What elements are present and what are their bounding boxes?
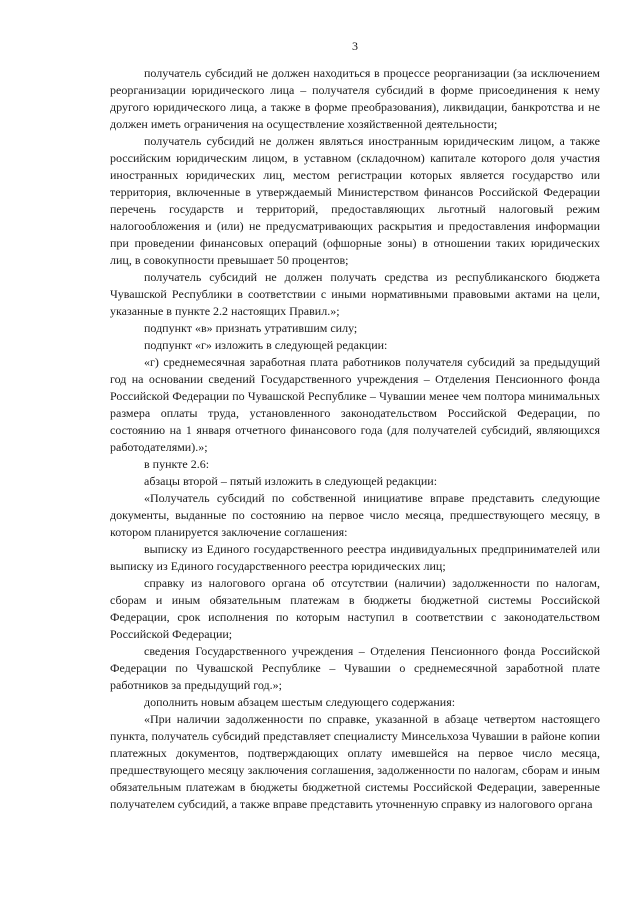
paragraph: получатель субсидий не должен получать средства из республиканского бюджета Чувашской Республики в соответствии с иными нормативными правовыми актами на цели, указанные в пункте 2.2 настоящих Правил.»;: [110, 270, 600, 318]
document-body: [110, 65, 600, 813]
paragraph: выписку из Единого государственного реестра индивидуальных предпринимателей или выписку из Единого государственного реестра юридических лиц;: [110, 542, 600, 573]
paragraph: в пункте 2.6:: [144, 457, 210, 471]
paragraph: получатель субсидий не должен находиться в процессе реорганизации (за исключением реорганизации юридического лица – получателя субсидий в форме присоединения к нему другого юридического лица, а также в форме преобразования), ликвидации, банкротства и не должен иметь ограничения на осуществление хозяйственной деятельности;: [110, 66, 600, 131]
paragraph: дополнить новым абзацем шестым следующего содержания:: [144, 695, 456, 709]
paragraph: «При наличии задолженности по справке, указанной в абзаце четвертом настоящего пункта, получатель субсидий представляет специалисту Минсельхоза Чувашии в районе копии платежных документов, подтверждающих оплату имевшейся на первое число месяца, предшествующего месяцу заключения соглашения, задолженности по налогам, сборам и иным обязательным платежам в бюджеты бюджетной системы Российской Федерации, заверенные получателем субсидий, а также вправе представить уточненную справку из налогового органа: [110, 712, 600, 811]
paragraph: абзацы второй – пятый изложить в следующей редакции:: [144, 474, 438, 488]
paragraph: подпункт «г» изложить в следующей редакции:: [144, 338, 388, 352]
paragraph: получатель субсидий не должен являться иностранным юридическим лицом, а также российским юридическим лицом, в уставном (складочном) капитале которого доля участия иностранных юридических лиц, местом регистрации которых является государство или территория, включенные в утверждаемый Министерством финансов Российской Федерации перечень государств и территорий, предоставляющих льготный налоговый режим налогообложения и (или) не предусматривающих раскрытия и предоставления информации при проведении финансовых операций (офшорные зоны) в отношении таких юридических лиц, в совокупности превышает 50 процентов;: [110, 134, 600, 267]
paragraph: «г) среднемесячная заработная плата работников получателя субсидий за предыдущий год на основании сведений Государственного учреждения – Отделения Пенсионного фонда Российской Федерации по Чувашской Республике – Чувашии менее чем полтора минимальных размера оплаты труда, установленного законодательством Российской Федерации, по состоянию на 1 января отчетного финансового года (для получателей субсидий, являющихся работодателями).»;: [110, 355, 600, 454]
paragraph: сведения Государственного учреждения – Отделения Пенсионного фонда Российской Федерации по Чувашской Республике – Чувашии о среднемесячной заработной плате работников за предыдущий год.»;: [110, 644, 600, 692]
page-number: 3: [352, 39, 358, 53]
paragraph: справку из налогового органа об отсутствии (наличии) задолженности по налогам, сборам и иным обязательным платежам в бюджеты бюджетной системы Российской Федерации, срок исполнения по которым наступил в соответствии с законодательством Российской Федерации;: [110, 576, 600, 641]
paragraph: «Получатель субсидий по собственной инициативе вправе представить следующие документы, выданные по состоянию на первое число месяца, предшествующего месяцу, в котором планируется заключение соглашения:: [110, 491, 600, 539]
paragraph: подпункт «в» признать утратившим силу;: [144, 321, 358, 335]
